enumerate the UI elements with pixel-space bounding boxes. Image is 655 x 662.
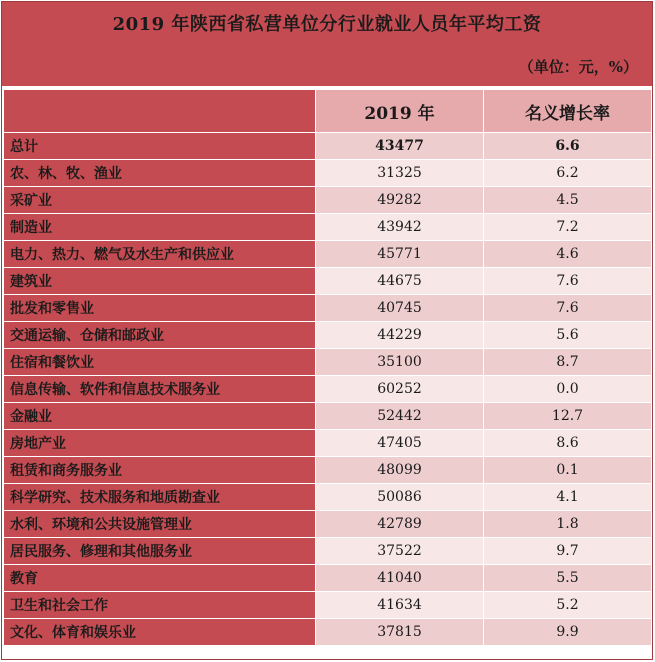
growth-rate: 0.1 (484, 457, 652, 484)
table-row (4, 187, 652, 214)
wage-value: 44229 (316, 322, 484, 349)
industry-name: 居民服务、修理和其他服务业 (4, 538, 316, 565)
growth-rate: 9.7 (484, 538, 652, 565)
table-row (4, 160, 652, 187)
growth-rate: 6.6 (484, 133, 652, 160)
wage-value: 60252 (316, 376, 484, 403)
table-row (4, 133, 652, 160)
industry-name: 建筑业 (4, 268, 316, 295)
growth-rate: 8.7 (484, 349, 652, 376)
wage-value: 47405 (316, 430, 484, 457)
growth-rate: 5.6 (484, 322, 652, 349)
wage-value: 52442 (316, 403, 484, 430)
growth-rate: 0.0 (484, 376, 652, 403)
industry-name: 租赁和商务服务业 (4, 457, 316, 484)
wage-value: 43477 (316, 133, 484, 160)
growth-rate: 7.6 (484, 295, 652, 322)
industry-name: 卫生和社会工作 (4, 592, 316, 619)
industry-name: 批发和零售业 (4, 295, 316, 322)
table-row (4, 619, 652, 646)
industry-name: 科学研究、技术服务和地质勘查业 (4, 484, 316, 511)
growth-rate: 8.6 (484, 430, 652, 457)
industry-name: 房地产业 (4, 430, 316, 457)
growth-rate: 6.2 (484, 160, 652, 187)
table-row (4, 457, 652, 484)
wage-value: 45771 (316, 241, 484, 268)
table-row (4, 241, 652, 268)
industry-name: 总计 (4, 133, 316, 160)
header-growth: 名义增长率 (484, 90, 652, 133)
table-row (4, 592, 652, 619)
growth-rate: 12.7 (484, 403, 652, 430)
industry-name: 信息传输、软件和信息技术服务业 (4, 376, 316, 403)
table-row (4, 565, 652, 592)
wage-value: 48099 (316, 457, 484, 484)
table-row (4, 295, 652, 322)
wage-value: 41040 (316, 565, 484, 592)
wage-value: 40745 (316, 295, 484, 322)
wage-value: 37522 (316, 538, 484, 565)
table-body (4, 133, 652, 646)
growth-rate: 7.2 (484, 214, 652, 241)
table-row (4, 376, 652, 403)
table-row (4, 511, 652, 538)
table-row (4, 322, 652, 349)
table-row (4, 484, 652, 511)
header-row (4, 90, 652, 133)
unit-label: （单位：元，%） (518, 58, 638, 76)
wage-value: 31325 (316, 160, 484, 187)
header-industry (4, 90, 316, 133)
wage-table (3, 89, 652, 646)
table-title: 2019 年陕西省私营单位分行业就业人员年平均工资 (112, 14, 542, 35)
table-row (4, 349, 652, 376)
industry-name: 金融业 (4, 403, 316, 430)
wage-value: 37815 (316, 619, 484, 646)
header-year: 2019 年 (316, 90, 484, 133)
industry-name: 教育 (4, 565, 316, 592)
industry-name: 住宿和餐饮业 (4, 349, 316, 376)
table-row (4, 538, 652, 565)
industry-name: 交通运输、仓储和邮政业 (4, 322, 316, 349)
wage-value: 41634 (316, 592, 484, 619)
wage-value: 42789 (316, 511, 484, 538)
industry-name: 电力、热力、燃气及水生产和供应业 (4, 241, 316, 268)
growth-rate: 9.9 (484, 619, 652, 646)
industry-name: 水利、环境和公共设施管理业 (4, 511, 316, 538)
wage-value: 49282 (316, 187, 484, 214)
industry-name: 采矿业 (4, 187, 316, 214)
table-frame (1, 1, 653, 660)
growth-rate: 4.6 (484, 241, 652, 268)
wage-value: 35100 (316, 349, 484, 376)
wage-value: 43942 (316, 214, 484, 241)
growth-rate: 5.5 (484, 565, 652, 592)
industry-name: 农、林、牧、渔业 (4, 160, 316, 187)
wage-value: 50086 (316, 484, 484, 511)
growth-rate: 4.1 (484, 484, 652, 511)
table-row (4, 403, 652, 430)
title-band (2, 2, 652, 86)
industry-name: 文化、体育和娱乐业 (4, 619, 316, 646)
growth-rate: 7.6 (484, 268, 652, 295)
industry-name: 制造业 (4, 214, 316, 241)
growth-rate: 4.5 (484, 187, 652, 214)
table-row (4, 214, 652, 241)
wage-value: 44675 (316, 268, 484, 295)
table-row (4, 430, 652, 457)
growth-rate: 5.2 (484, 592, 652, 619)
table-row (4, 268, 652, 295)
growth-rate: 1.8 (484, 511, 652, 538)
